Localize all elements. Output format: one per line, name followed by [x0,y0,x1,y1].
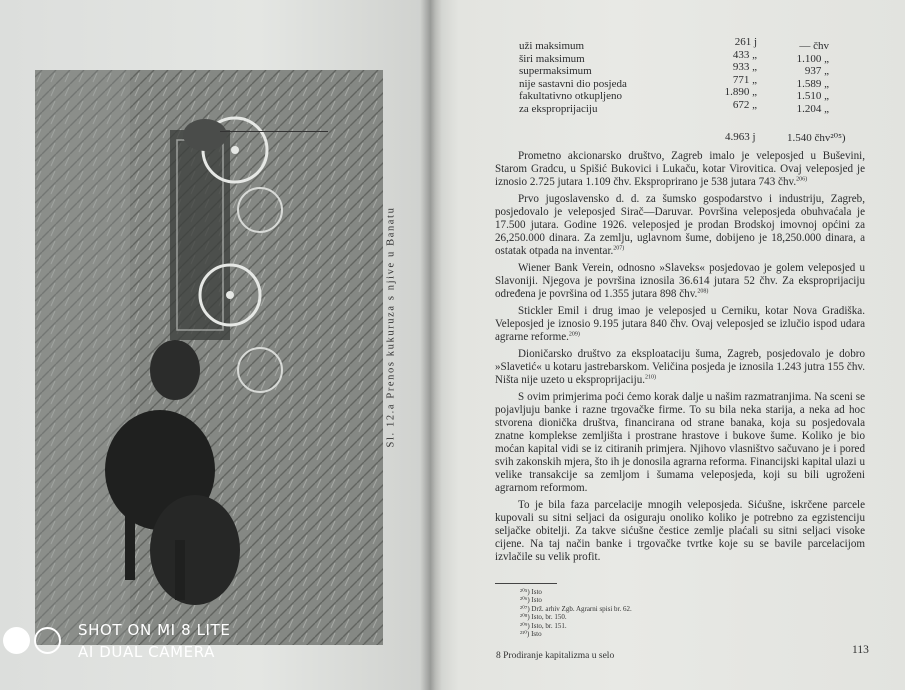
watermark-dot-icon [3,627,30,654]
row-chv: 1.510 „ [796,90,829,102]
photo-caption [381,192,401,462]
photograph [35,70,383,645]
row-jutra: 672 „ [732,98,757,111]
paragraph-text: Dioničarsko društvo za eksploataciju šuma, Zagreb, posjedovalo je dobro »Slavetić« u kotaru jastrebarskom. Veličina posjeda je iznosila 1.243 jutra 155 čhv. Ništa nije uzeto u eksproprijaciju. [495,348,865,386]
footnote: ²⁰⁷) Drž. arhiv Zgb. Agrarni spisi br. 62. [520,604,632,613]
paragraph [495,305,865,344]
paragraph-text: S ovim primjerima poći ćemo korak dalje u našim razmatranjima. Na sceni se pojavljuju banke i razne trgovačke firme. To su bila neka starija, a neka ad hoc stvorena dionička društva, financirana od strane banaka, koja su posjedovala znatne komplekse zemljišta i prostrane hrastove i bukove šume. Koliko je bio moćan kapital vidi se iz citiranih primjera. Njihovo vlasništvo sačuvano je i pored svih zakonskih mjera, što ih je donosila agrarna reforma. Financijski kapital ulazi u velike transakcije sa zemljom i šumama veleposjeda, koji su bili ugroženi agrarnom reformom. [495,391,865,494]
row-label: fakultativno otkupljeno [519,90,622,102]
paragraph [495,391,865,495]
row-jutra: 1.890 „ [724,86,757,98]
paragraph [495,193,865,258]
row-chv: 937 „ [804,65,829,77]
table-row [519,61,849,78]
row-chv: 1.204 „ [796,102,829,115]
row-jutra: 933 „ [732,61,757,73]
row-label: uži maksimum [519,40,585,52]
row-jutra: 433 „ [732,48,757,61]
watermark-ring-icon [34,627,61,654]
row-chv: 1.100 „ [796,52,829,65]
footnote-ref: 208) [697,288,709,295]
body-text [495,150,865,568]
table-row [519,36,849,53]
footnote-ref: 210) [645,374,657,381]
row-label: za eksproprijaciju [519,102,598,115]
paragraph [495,262,865,301]
paragraph-text: To je bila faza parcelacije mnogih veleposjeda. Sićušne, iskrčene parcele kupovali su sitni seljaci da osiguraju onoliko koliko je potrebno za egzistenciju seljačke obitelji. Za takve sićušne čestice zemlje plaćali su sitni seljaci visoke cijene. Na taj način banke i trgovačke tvrtke koje su se bavile parcelacijom izvlačile su velik profit. [495,499,865,563]
row-jutra: 771 „ [732,73,757,86]
paragraph [495,348,865,387]
camera-watermark [0,618,260,664]
table-row [519,73,849,91]
paragraph [495,150,865,189]
page-number: 113 [852,644,869,656]
row-chv: 1.589 „ [796,77,829,90]
row-label: širi maksimum [519,52,585,65]
footnote: ²⁰⁸) Isto, br. 150. [520,613,567,622]
paragraph-text: Prvo jugoslavensko d. d. za šumsko gospodarstvo i industriju, Zagreb, posjedovalo je veleposjed Sirač—Daruvar. Površina veleposjeda obuhvaćala je 17.500 jutara. Godine 1926. veleposjed je prodan Brodskoj imovnoj općini za 26,250.000 dinara. Za zemlju, uglavnom šume, dobijeno je 18,250.000 dinara, a ostatak otpada na inventar. [495,193,865,257]
paragraph [495,499,865,564]
footnote: ²¹⁰) Isto [520,630,542,639]
book-gutter [420,0,442,690]
caption-text: Sl. 12.a Prenos kukuruza s njive u Banatu [385,206,397,448]
row-chv: — čhv [799,40,829,52]
footnote: ²⁰⁶) Isto [520,596,542,605]
paragraph-text: Wiener Bank Verein, odnosno »Slaveks« posjedovao je golem veleposjed u Slavoniji. Njegova je površina iznosila 36.614 jutara 52 čhv. Za eksproprijaciju određena je površina od 1.355 jutara 898 čhv. [495,262,865,300]
land-table [519,36,849,115]
total-jutra: 4.963 j [725,131,756,143]
watermark-line-1: SHOT ON MI 8 LITE [78,621,231,639]
footnote-ref: 206) [796,176,808,183]
table-row [519,98,849,116]
footnote-rule [495,583,557,584]
table-sum-rule [220,131,328,132]
footnote: ²⁰⁵) Isto [520,588,542,596]
table-row [519,86,849,103]
row-label: nije sastavni dio posjeda [519,77,627,90]
signature-mark: 8 Prodiranje kapitalizma u selo [496,651,615,661]
footnotes [520,588,632,638]
paragraph-text: Prometno akcionarsko društvo, Zagreb imalo je veleposjed u Buševini, Starom Gradcu, u Spišić Bukovici i Lukaču, kotar Virovitica. Ovaj veleposjed je iznosio 2.725 jutara 1.109 čhv. Eksproprirano je 538 jutara 743 čhv. [495,150,865,188]
footnote-ref: 207) [613,245,625,252]
footnote: ²⁰⁹) Isto, br. 151. [520,621,567,630]
paragraph-text: Stickler Emil i drug imao je veleposjed u Cerniku, kotar Nova Gradiška. Veleposjed je iznosio 9.195 jutara 840 čhv. Ovaj veleposjed se izlučio ispod udara agrarne reforme. [495,305,865,343]
table-row [519,48,849,66]
total-chv: 1.540 čhv²⁰⁵) [787,132,846,144]
row-jutra: 261 j [734,36,757,48]
row-label: supermaksimum [519,65,592,77]
watermark-line-2: AI DUAL CAMERA [78,643,215,661]
footnote-ref: 209) [568,331,580,338]
